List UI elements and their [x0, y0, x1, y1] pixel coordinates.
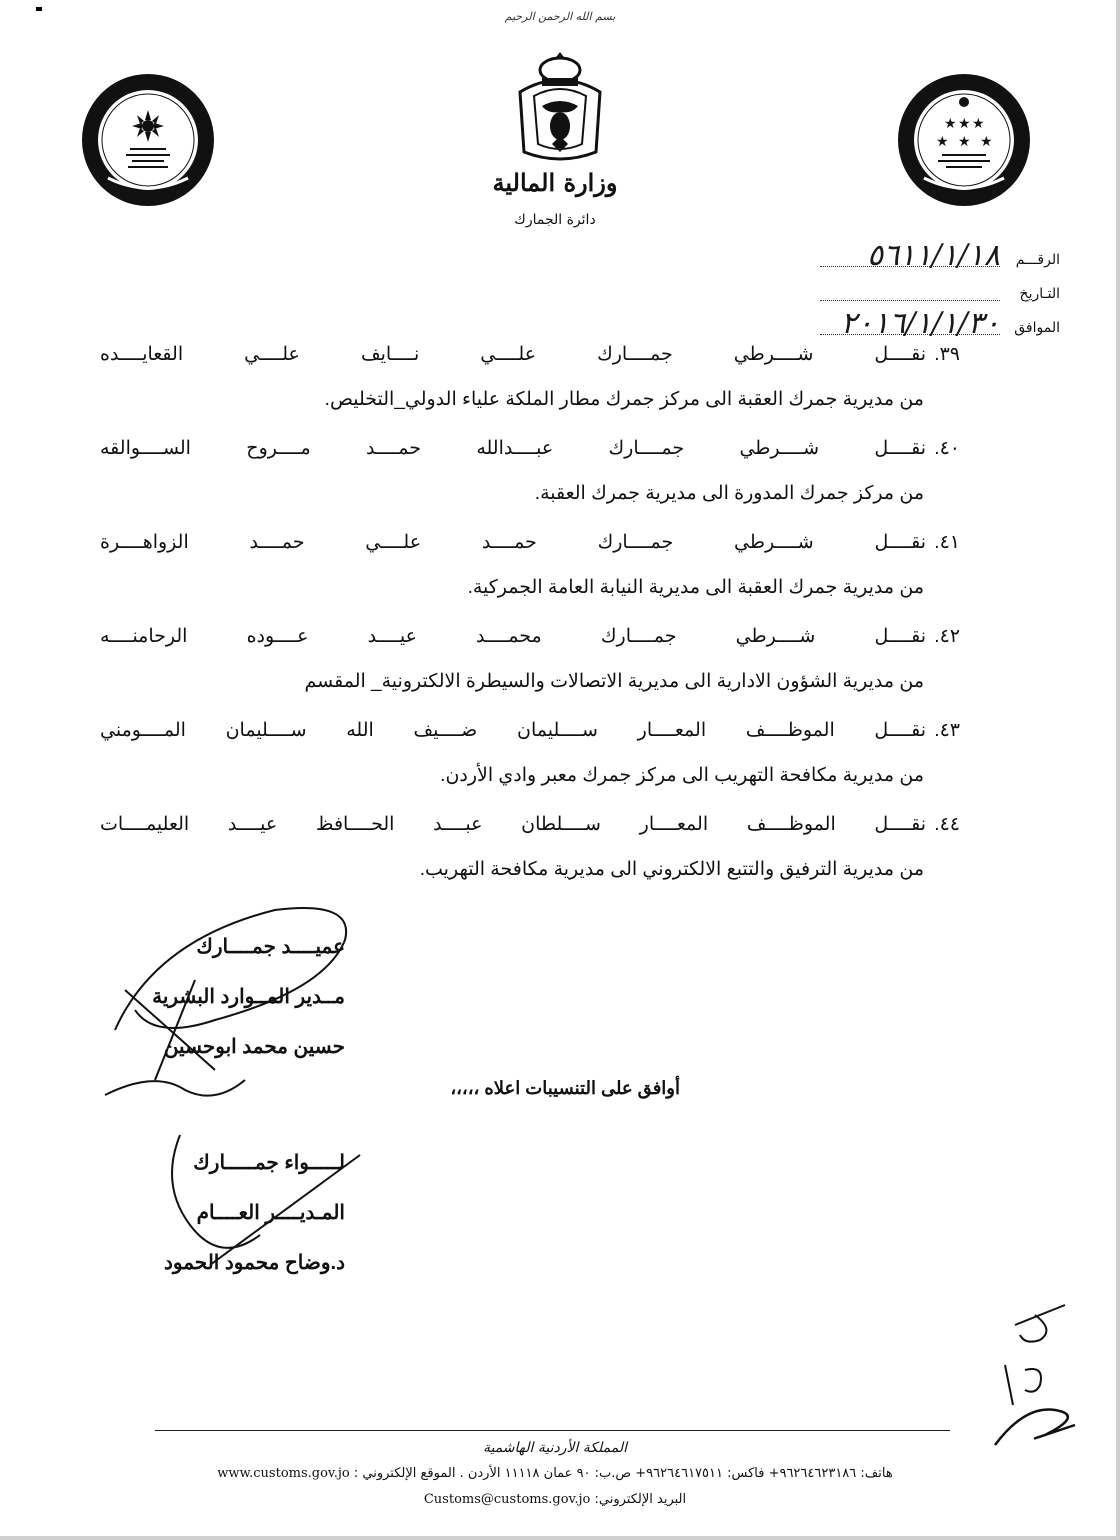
svg-text:★: ★ [936, 134, 949, 150]
reference-date-row [740, 274, 1070, 308]
approval-statement: أوافق على التنسيبات اعلاه ،،،،، [450, 1078, 680, 1098]
seal-of-excellence-right-icon [894, 70, 1034, 210]
reference-equivalent-value: ٢٠١٦/١/١/٣٠ [840, 306, 1000, 341]
signatory-director-general [105, 1138, 345, 1288]
initials-annotation-icon [985, 1295, 1095, 1455]
item-line1: نقــــل شــــرطي جمــــارك علــــي نــــايف علــــي القعايــــده [100, 344, 926, 365]
footer-email-label: البريد الإلكتروني: [594, 1492, 687, 1507]
coat-of-arms-icon [512, 48, 608, 164]
item-line1: نقــــل شــــرطي جمــــارك عبــــدالله حمــــد مــــروح الســــوالقه [100, 438, 926, 459]
footer-email-link[interactable]: Customs@customs.gov.jo [423, 1492, 591, 1507]
signatory-rank: عميــــد جمــــارك [196, 936, 345, 958]
item-number: ٤١. [934, 532, 960, 553]
svg-text:★: ★ [944, 116, 957, 132]
footer-country: المملكة الأردنية الهاشمية [482, 1440, 628, 1456]
item-line1: نقــــل الموظــــف المعــــار ســــليمان ضــــيف الله ســــليمان المــــومني [100, 720, 926, 741]
list-item [100, 524, 960, 610]
signatory-hr-director [105, 922, 345, 1072]
item-number: ٤٣. [934, 720, 960, 741]
item-number: ٤٤. [934, 814, 960, 835]
department-name: دائرة الجمارك [514, 212, 596, 228]
page-edge-bottom [0, 1536, 1120, 1540]
item-line2: من مديرية جمرك العقبة الى مركز جمرك مطار الملكة علياء الدولي_التخليص. [324, 389, 924, 410]
signatory-rank: لـــــواء جمـــــارك [193, 1152, 345, 1174]
transfer-list [100, 336, 960, 900]
signatory-title: مــدير المــوارد البشرية [152, 986, 345, 1008]
footer-email [150, 1492, 960, 1507]
list-item [100, 336, 960, 422]
footer-contact [150, 1466, 960, 1481]
reference-date-label: التـاريخ [1019, 286, 1060, 302]
item-line2: من مديرية مكافحة التهريب الى مركز جمرك معبر وادي الأردن. [440, 765, 924, 786]
list-item [100, 806, 960, 892]
item-line1: نقــــل الموظــــف المعــــار ســــلطان عبــــد الحــــافظ عيــــد العليمــــات [100, 814, 926, 835]
item-number: ٤٢. [934, 626, 960, 647]
reference-number-label: الرقـــم [1015, 252, 1060, 268]
item-line2: من مديرية الترفيق والتتبع الالكتروني الى مديرية مكافحة التهريب. [419, 859, 924, 880]
scan-mark [36, 7, 42, 11]
footer-contact-details: هاتف: ٩٦٢٦٤٦٢٣١٨٦+ فاكس: ٩٦٢٦٤٦١٧٥١١+ ص.ب: ٩٠ عمان ١١١١٨ الأردن . الموقع الإلكتروني : [353, 1466, 893, 1481]
item-number: ٤٠. [934, 438, 960, 459]
footer-divider [155, 1430, 950, 1431]
ministry-name: وزارة المالية [492, 168, 618, 197]
svg-text:★: ★ [980, 134, 993, 150]
svg-text:★: ★ [972, 116, 985, 132]
seal-of-excellence-left-icon [78, 70, 218, 210]
item-line2: من مديرية جمرك العقبة الى مديرية النيابة العامة الجمركية. [467, 577, 924, 598]
list-item [100, 430, 960, 516]
signatory-name: حسين محمد ابوحسين [163, 1036, 345, 1058]
svg-text:★: ★ [958, 116, 971, 132]
svg-text:★: ★ [958, 134, 971, 150]
reference-number-row [740, 240, 1070, 274]
reference-equivalent-label: الموافق [1014, 320, 1060, 336]
signatory-title: المـديــــر العــــام [196, 1202, 345, 1224]
item-line1: نقــــل شــــرطي جمــــارك حمــــد علــــي حمــــد الزواهــــرة [100, 532, 926, 553]
reference-block [740, 240, 1070, 342]
signatory-name: د.وضاح محمود الحمود [163, 1252, 345, 1274]
reference-number-value: ٥٦١١/١/١٨ [866, 238, 1000, 273]
item-line1: نقــــل شــــرطي جمــــارك محمــــد عيــــد عــــوده الرحامنــــه [100, 626, 926, 647]
item-line2: من مديرية الشؤون الادارية الى مديرية الاتصالات والسيطرة الالكترونية_ المقسم [304, 671, 924, 692]
page-edge-right [1116, 0, 1120, 1540]
footer-website-link[interactable]: www.customs.gov.jo [217, 1466, 350, 1481]
list-item [100, 712, 960, 798]
item-line2: من مركز جمرك المدورة الى مديرية جمرك العقبة. [534, 483, 924, 504]
list-item [100, 618, 960, 704]
basmala: بسم الله الرحمن الرحيم [504, 10, 616, 23]
item-number: ٣٩. [934, 344, 960, 365]
